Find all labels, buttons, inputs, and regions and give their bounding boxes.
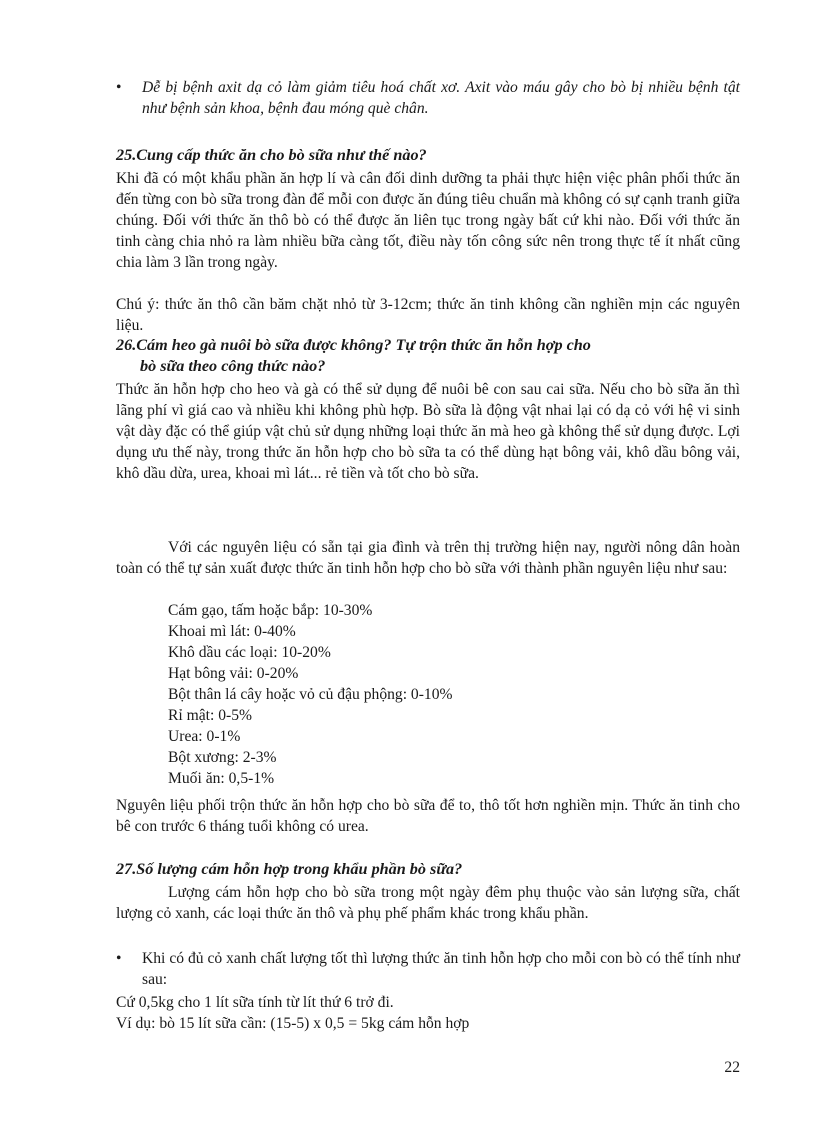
section-27-line-2: Ví dụ: bò 15 lít sữa cần: (15-5) x 0,5 = 5kg cám hỗn hợp <box>116 1015 470 1032</box>
bullet-icon: • <box>116 950 122 967</box>
section-27-title: 27.Số lượng cám hỗn hợp trong khẩu phần bò sữa? <box>116 860 463 878</box>
ingredient-item: Cám gạo, tấm hoặc bắp: 10-30% <box>168 602 373 619</box>
ingredient-item: Bột thân lá cây hoặc vỏ củ đậu phộng: 0-10% <box>168 686 453 703</box>
section-25-paragraph: Khi đã có một khẩu phần ăn hợp lí và cân đối dinh dưỡng ta phải thực hiện việc phân phối thức ăn đến từng con bò sữa trong đàn để mỗi con được ăn đúng tiêu chuẩn mà không có sự cạnh tranh giữa chúng. Đối với thức ăn thô bò có thể được ăn liên tục trong ngày bất cứ khi nào. Đối với thức ăn tinh càng chia nhỏ ra làm nhiều bữa càng tốt, điều này tốn công sức nên trong thực tế ít nhất cũng chia làm 3 lần trong ngày. <box>116 170 740 271</box>
bullet-text: Dễ bị bệnh axit dạ cỏ làm giảm tiêu hoá chất xơ. Axit vào máu gây cho bò bị nhiều bệnh tật như bệnh sản khoa, bệnh đau móng què chân. <box>142 79 740 117</box>
ingredient-item: Urea: 0-1% <box>168 728 241 745</box>
bullet-item-acid <box>116 77 740 119</box>
ingredient-item: Muối ăn: 0,5-1% <box>168 770 275 787</box>
section-26-title <box>116 335 740 377</box>
ingredient-item: Rỉ mật: 0-5% <box>168 707 253 724</box>
ingredient-item: Khô dầu các loại: 10-20% <box>168 644 331 661</box>
ingredient-item: Khoai mì lát: 0-40% <box>168 623 296 640</box>
section-26-title-line2: bò sữa theo công thức nào? <box>140 357 326 375</box>
bullet-text: Khi có đủ cỏ xanh chất lượng tốt thì lượng thức ăn tinh hỗn hợp cho mỗi con bò có thể tính như sau: <box>142 950 740 988</box>
bullet-icon: • <box>116 79 122 96</box>
bullet-item-feed <box>116 948 740 990</box>
ingredient-list <box>168 600 728 789</box>
ingredient-item: Bột xương: 2-3% <box>168 749 277 766</box>
page-number: 22 <box>724 1059 740 1076</box>
section-27-line-1: Cứ 0,5kg cho 1 lít sữa tính từ lít thứ 6 trở đi. <box>116 994 394 1011</box>
section-26-title-line1: 26.Cám heo gà nuôi bò sữa được không? Tự trộn thức ăn hỗn hợp cho <box>116 336 591 354</box>
section-26-paragraph-2: Với các nguyên liệu có sẵn tại gia đình và trên thị trường hiện nay, người nông dân hoàn toàn có thể tự sản xuất được thức ăn tinh hỗn hợp cho bò sữa với thành phần nguyên liệu như sau: <box>116 539 740 577</box>
section-27-paragraph: Lượng cám hỗn hợp cho bò sữa trong một ngày đêm phụ thuộc vào sản lượng sữa, chất lượng cỏ xanh, các loại thức ăn thô và phụ phế phẩm khác trong khẩu phần. <box>116 884 740 922</box>
section-25-title: 25.Cung cấp thức ăn cho bò sữa như thế nào? <box>116 146 427 164</box>
ingredient-item: Hạt bông vải: 0-20% <box>168 665 299 682</box>
section-26-paragraph-3: Nguyên liệu phối trộn thức ăn hỗn hợp cho bò sữa để to, thô tốt hơn nghiền mịn. Thức ăn tinh cho bê con trước 6 tháng tuổi không có urea. <box>116 797 740 835</box>
section-26-paragraph-1: Thức ăn hỗn hợp cho heo và gà có thể sử dụng để nuôi bê con sau cai sữa. Nếu cho bò sữa ăn thì lãng phí vì giá cao và nhiều khi không phù hợp. Bò sữa là động vật nhai lại có dạ cỏ với hệ vi sinh vật dày đặc có thể giúp vật chủ sử dụng những loại thức ăn mà heo gà không thể sử dụng được. Lợi dụng ưu thế này, trong thức ăn hỗn hợp cho bò sữa ta có thể dùng hạt bông vải, khô dầu bông vải, khô dầu dừa, urea, khoai mì lát... rẻ tiền và tốt cho bò sữa. <box>116 381 740 482</box>
section-25-note: Chú ý: thức ăn thô cần băm chặt nhỏ từ 3-12cm; thức ăn tinh không cần nghiền mịn các nguyên liệu. <box>116 296 740 334</box>
